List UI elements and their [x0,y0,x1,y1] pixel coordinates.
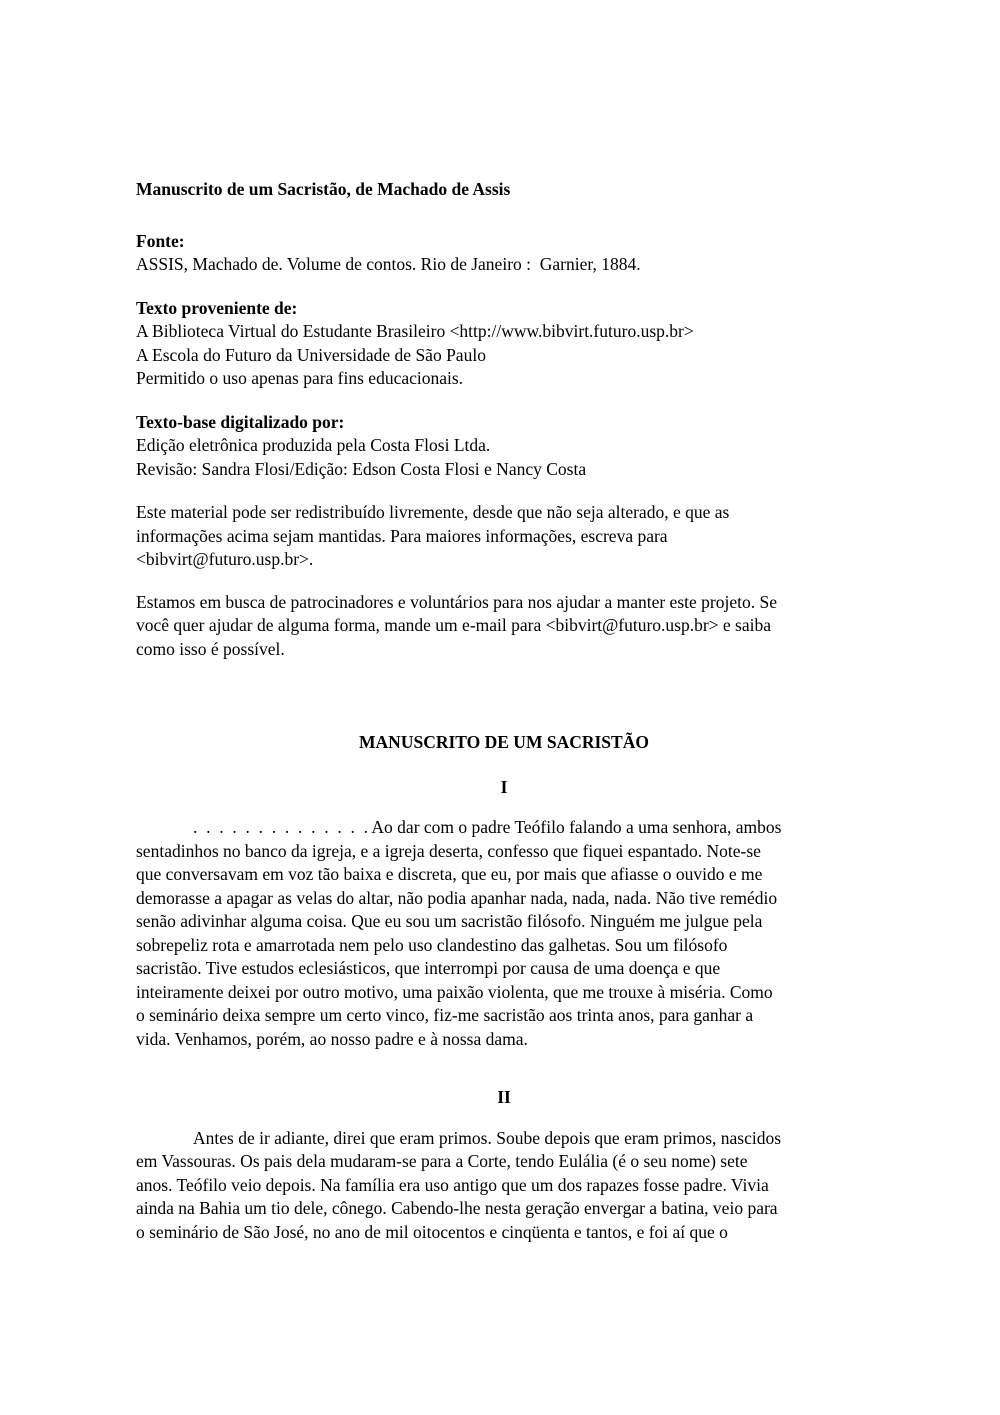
chapter-1-paragraph [136,816,872,1051]
section-body-fonte [136,253,872,277]
text-line: Edição eletrônica produzida pela Costa Flosi Ltda. [136,435,491,455]
text-line: A Biblioteca Virtual do Estudante Brasileiro <http://www.bibvirt.futuro.usp.br> [136,321,694,341]
section-heading-fonte: Fonte: [136,230,185,251]
notice-sponsors [136,591,872,662]
front-matter-texto-base [136,411,872,482]
text-line: sentadinhos no banco da igreja, e a igreja deserta, confesso que fiquei espantado. Note-se [136,840,761,861]
text-line: anos. Teófilo veio depois. Na família era uso antigo que um dos rapazes fosse padre. Vivia [136,1174,769,1195]
chapter-2 [136,1086,872,1244]
section-heading-texto-base: Texto-base digitalizado por: [136,411,345,432]
text-line: como isso é possível. [136,638,285,659]
text-line: <bibvirt@futuro.usp.br>. [136,549,314,569]
text-line: informações acima sejam mantidas. Para maiores informações, escreva para [136,525,668,546]
text-line: vida. Venhamos, porém, ao nosso padre e à nossa dama. [136,1028,528,1049]
front-matter-fonte [136,230,872,277]
text-line: você quer ajudar de alguma forma, mande um e-mail para <bibvirt@futuro.usp.br> e saiba [136,615,772,635]
section-body-texto-base [136,434,872,481]
text-line: demorasse a apagar as velas do altar, não podia apanhar nada, nada, nada. Não tive remédio [136,887,778,908]
text-line: sacristão. Tive estudos eclesiásticos, que interrompi por causa de uma doença e que [136,958,721,978]
text-line: o seminário deixa sempre um certo vinco, fiz-me sacristão aos trinta anos, para ganhar a [136,1005,754,1025]
chapter-1-numeral: I [500,776,508,797]
front-matter-texto-proveniente [136,297,872,391]
chapter-1 [136,776,872,1052]
text-line: o seminário de São José, no ano de mil oitocentos e cinqüenta e tantos, e foi aí que o [136,1221,728,1242]
text-line: . . . . . . . . . . . . . . Ao dar com o padre Teófilo falando a uma senhora, ambos [193,817,782,837]
text-line: em Vassouras. Os pais dela mudaram-se para a Corte, tendo Eulália (é o seu nome) sete [136,1151,748,1171]
story-title: MANUSCRITO DE UM SACRISTÃO [359,732,649,752]
text-line: inteiramente deixei por outro motivo, uma paixão violenta, que me trouxe à miséria. Como [136,981,773,1002]
section-heading-texto-proveniente: Texto proveniente de: [136,297,298,318]
notice-redistribution [136,501,872,572]
notice-sponsors-body [136,591,872,662]
text-line: sobrepeliz rota e amarrotada nem pelo uso clandestino das galhetas. Sou um filósofo [136,934,728,955]
chapter-2-numeral: II [497,1087,511,1107]
text-line: que conversavam em voz tão baixa e discreta, que eu, por mais que afiasse o ouvido e me [136,864,763,884]
text-line: Revisão: Sandra Flosi/Edição: Edson Costa Flosi e Nancy Costa [136,458,587,479]
text-line: Este material pode ser redistribuído livremente, desde que não seja alterado, e que as [136,502,730,522]
text-line: Estamos em busca de patrocinadores e voluntários para nos ajudar a manter este projeto. Se [136,591,777,612]
notice-redistribution-body [136,501,872,572]
text-line: ASSIS, Machado de. Volume de contos. Rio de Janeiro : Garnier, 1884. [136,254,641,274]
section-body-texto-proveniente [136,320,872,391]
text-line: Antes de ir adiante, direi que eram primos. Soube depois que eram primos, nascidos [193,1127,782,1148]
text-line: A Escola do Futuro da Universidade de São Paulo [136,344,486,365]
text-line: Permitido o uso apenas para fins educacionais. [136,368,464,388]
text-line: senão adivinhar alguma coisa. Que eu sou um sacristão filósofo. Ninguém me julgue pela [136,911,763,931]
chapter-2-paragraph [136,1127,872,1245]
text-line: ainda na Bahia um tio dele, cônego. Cabendo-lhe nesta geração envergar a batina, veio para [136,1198,778,1218]
document-title: Manuscrito de um Sacristão, de Machado de Assis [136,179,511,199]
